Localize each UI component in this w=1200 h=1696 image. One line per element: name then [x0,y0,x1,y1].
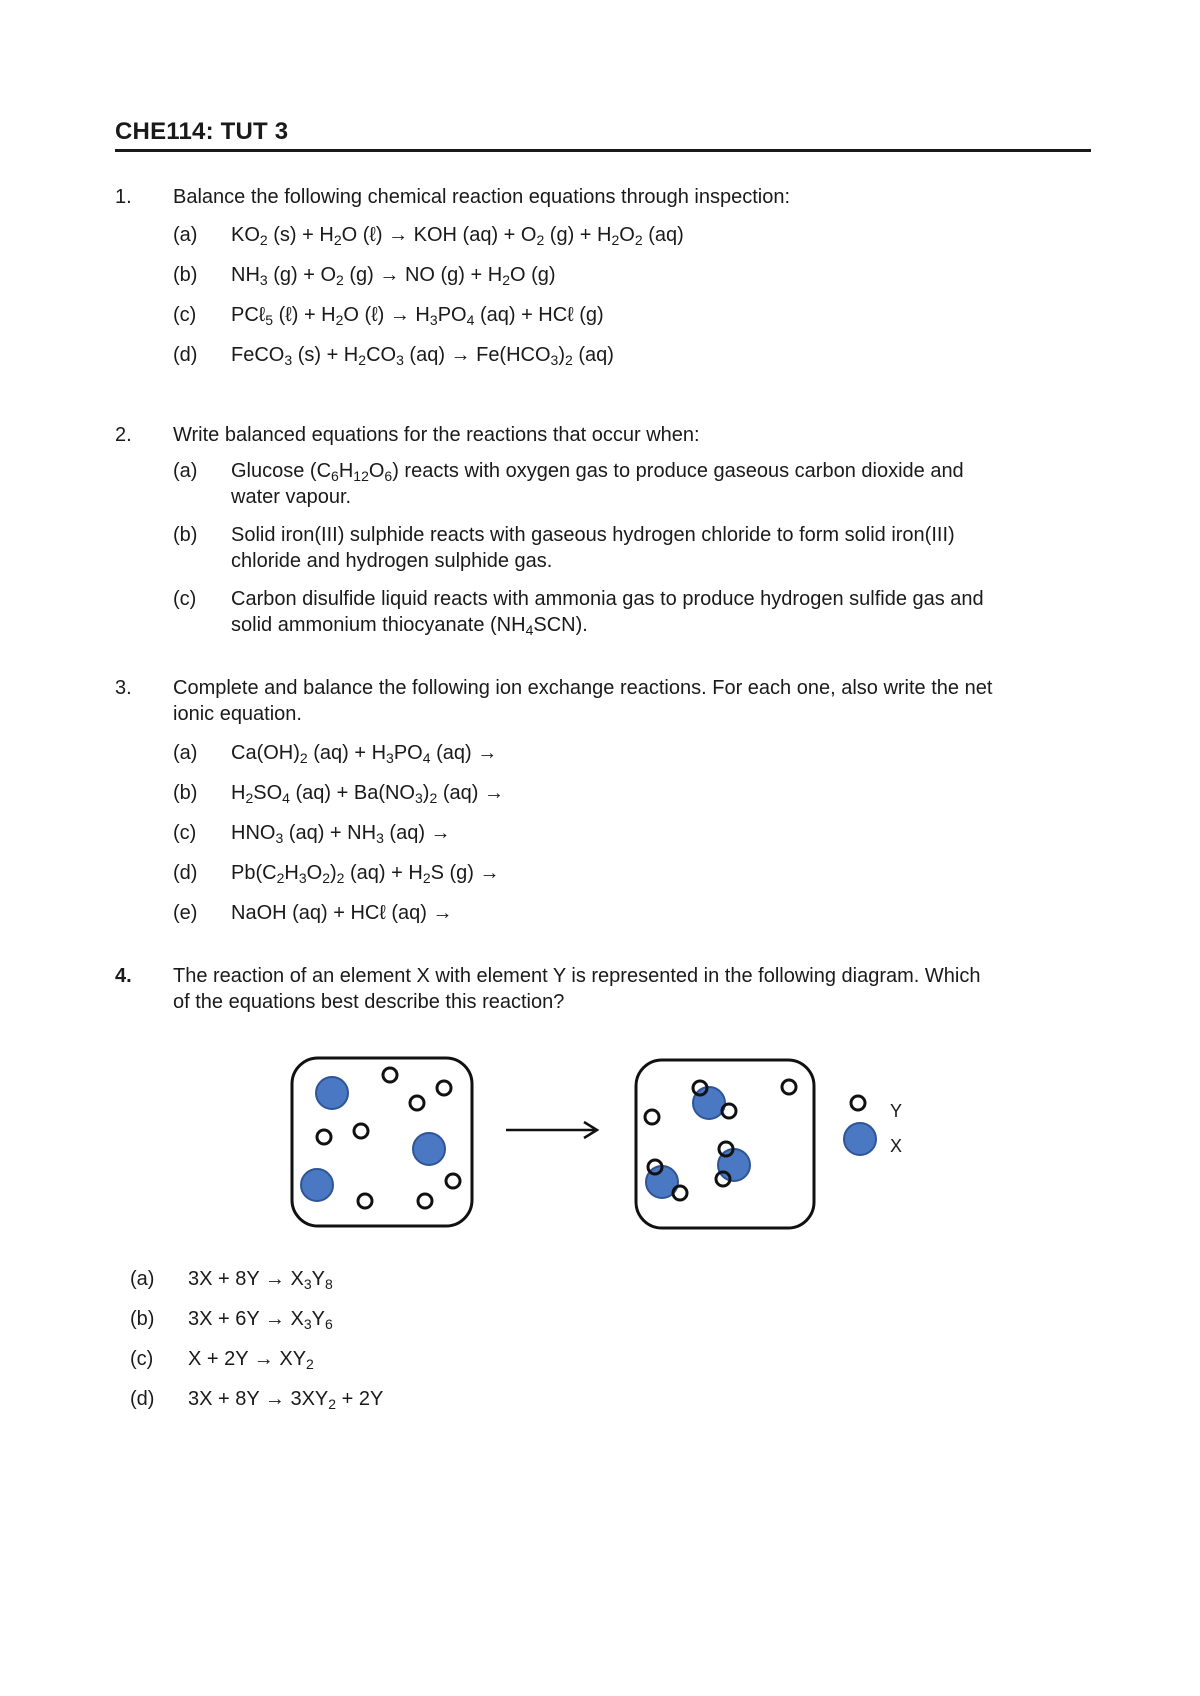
option-label: (c) [130,1348,154,1370]
formula-text: PO [437,304,467,326]
chemical-equation [231,302,1111,328]
option-label: (b) [130,1308,155,1330]
option-label: (a) [130,1268,155,1290]
subscript: 3 [303,1276,312,1292]
formula-text: Carbon disulfide liquid reacts with ammonia gas to produce hydrogen sulfide gas and [231,588,984,610]
formula-text: (s) + H [267,224,334,246]
formula-text: O (ℓ) → H [343,304,430,326]
formula-text: (aq) [572,344,614,366]
question-number: 1. [115,186,132,208]
part-text [231,460,964,482]
question-text: Complete and balance the following ion exchange reactions. For each one, also write the net [173,677,993,699]
formula-text: S (g) → [430,862,500,884]
formula-text: (aq) → [437,782,504,804]
formula-text: NH [231,264,260,286]
product-x-atoms [646,1087,750,1198]
formula-text: Y [311,1308,325,1330]
y-atom [673,1186,687,1200]
question-text: The reaction of an element X with element Y is represented in the following diagram. Which [173,965,981,987]
subscript: 3 [303,1316,312,1332]
y-atom [716,1172,730,1186]
subscript: 6 [324,1316,333,1332]
formula-text: SO [253,782,283,804]
formula-text: O [368,460,385,482]
formula-text: (s) + H [292,344,359,366]
question-number: 3. [115,677,132,699]
y-atom [722,1104,736,1118]
formula-text: (aq) [642,224,684,246]
option-label: (d) [130,1388,155,1410]
part-text-line2: chloride and hydrogen sulphide gas. [231,550,553,572]
formula-text: H [284,862,299,884]
formula-text: CO [366,344,397,366]
subscript: 2 [634,232,643,248]
option-equation [188,1386,1068,1412]
part-label: (c) [173,304,197,326]
chemical-equation [231,860,1111,886]
part-label: (e) [173,902,198,924]
subscript: 3 [259,272,268,288]
subscript: 5 [265,312,274,328]
subscript: 2 [422,870,431,886]
subscript: 3 [415,790,423,806]
formula-text: 3X + 8Y → 3XY [188,1388,329,1410]
subscript: 2 [358,352,367,368]
legend-x-label: X [890,1136,903,1156]
part-text-line2: water vapour. [231,486,352,508]
y-atom [418,1194,432,1208]
formula-text: 3X + 6Y → X [188,1308,304,1330]
subscript: 4 [422,750,431,766]
formula-text: PCℓ [231,304,266,326]
subscript: 6 [331,468,339,484]
x-atom [646,1166,678,1198]
subscript: 2 [565,352,573,368]
legend-y-atom [851,1096,865,1110]
x-atom [693,1087,725,1119]
formula-text: (g) + H [544,224,612,246]
question-text-line2: of the equations best describe this reaction? [173,991,565,1013]
part-label: (b) [173,524,198,546]
option-equation [188,1306,1068,1332]
subscript: 2 [536,232,545,248]
subscript: 2 [333,232,342,248]
formula-text: (g) + O [267,264,337,286]
x-atom [301,1169,333,1201]
legend-x-atom [844,1123,876,1155]
question-number: 2. [115,424,132,446]
y-atom [645,1110,659,1124]
formula-text: O (ℓ) → KOH (aq) + O [341,224,537,246]
option-equation [188,1266,1068,1292]
y-atom [693,1081,707,1095]
formula-text: (aq) → Fe(HCO [403,344,551,366]
y-atom [358,1194,372,1208]
formula-text: NaOH (aq) + HCℓ (aq) → [231,902,453,924]
reactants-box [292,1058,472,1226]
product-y-atoms [645,1080,796,1200]
y-atom [437,1081,451,1095]
y-atom [719,1142,733,1156]
part-label: (b) [173,782,198,804]
subscript: 3 [298,870,307,886]
question-text-line2: ionic equation. [173,703,302,725]
formula-text: (aq) → [383,822,451,844]
subscript: 2 [322,870,330,886]
reactant-x-atoms [301,1077,445,1201]
subscript: 12 [353,468,369,484]
part-label: (a) [173,460,198,482]
question-text: Balance the following chemical reaction equations through inspection: [173,186,791,208]
legend [844,1096,876,1155]
y-atom [354,1124,368,1138]
subscript: 2 [336,870,345,886]
formula-text: Glucose (C [231,460,332,482]
chemical-equation [231,222,1111,248]
subscript: 8 [324,1276,333,1292]
page-title: CHE114: TUT 3 [115,118,1091,152]
formula-text: (ℓ) + H [273,304,336,326]
subscript: 4 [525,622,534,638]
formula-text: 3X + 8Y → X [188,1268,304,1290]
formula-text: FeCO [231,344,285,366]
formula-text: SCN). [533,614,588,636]
formula-text: O [306,862,323,884]
part-text [231,524,955,546]
formula-text: ) [558,344,566,366]
question-text: Write balanced equations for the reactions that occur when: [173,424,700,446]
formula-text: KO [231,224,260,246]
formula-text: (g) → NO (g) + H [343,264,503,286]
part-label: (c) [173,822,197,844]
y-atom [410,1096,424,1110]
formula-text: ) reacts with oxygen gas to produce gaseous carbon dioxide and [392,460,964,482]
x-atom [413,1133,445,1165]
chemical-equation [231,342,1111,368]
chemical-equation [231,740,1111,766]
y-atom [782,1080,796,1094]
part-label: (a) [173,224,198,246]
subscript: 2 [299,750,308,766]
formula-text: solid ammonium thiocyanate (NH [231,614,526,636]
subscript: 4 [466,312,475,328]
formula-text: H [338,460,354,482]
products-box [636,1060,814,1228]
subscript: 2 [276,870,285,886]
formula-text: O [619,224,635,246]
part-label: (b) [173,264,198,286]
y-atom [317,1130,331,1144]
question-number: 4. [115,965,132,987]
chemical-equation [231,262,1111,288]
legend-y-label: Y [890,1101,903,1121]
formula-text: PO [393,742,423,764]
formula-text: H [231,782,246,804]
formula-text: X + 2Y → XY [188,1348,307,1370]
subscript: 2 [259,232,268,248]
subscript: 2 [245,790,254,806]
formula-text: (aq) + H [307,742,387,764]
subscript: 2 [335,312,344,328]
part-text-line2 [231,614,588,636]
formula-text: (aq) → [430,742,498,764]
formula-text: Pb(C [231,862,277,884]
formula-text: (aq) + NH [283,822,377,844]
part-label: (d) [173,862,198,884]
subscript: 3 [275,830,284,846]
reaction-arrow [506,1122,597,1138]
formula-text: Y [311,1268,325,1290]
formula-text: ) [422,782,430,804]
formula-text: (aq) + HCℓ (g) [474,304,604,326]
chemical-equation [231,780,1111,806]
x-atom [718,1149,750,1181]
chemical-equation [231,900,1111,926]
part-text [231,588,984,610]
subscript: 3 [284,352,293,368]
formula-text: Ca(OH) [231,742,300,764]
option-equation [188,1346,1068,1372]
subscript: 2 [429,790,438,806]
formula-text: + 2Y [336,1388,384,1410]
subscript: 2 [611,232,620,248]
subscript: 2 [306,1356,314,1372]
formula-text: (aq) + Ba(NO [289,782,415,804]
part-label: (d) [173,344,198,366]
y-atom [446,1174,460,1188]
subscript: 2 [328,1396,337,1412]
subscript: 3 [386,750,394,766]
formula-text: HNO [231,822,276,844]
subscript: 3 [550,352,559,368]
part-label: (a) [173,742,198,764]
subscript: 6 [384,468,393,484]
formula-text: (aq) + H [344,862,423,884]
subscript: 3 [376,830,384,846]
subscript: 3 [429,312,438,328]
subscript: 2 [336,272,344,288]
subscript: 2 [502,272,510,288]
y-atom [383,1068,397,1082]
subscript: 3 [396,352,404,368]
x-atom [316,1077,348,1109]
part-label: (c) [173,588,197,610]
subscript: 4 [282,790,290,806]
chemical-equation [231,820,1111,846]
reactant-y-atoms [317,1068,460,1208]
y-atom [648,1160,662,1174]
formula-text: O (g) [510,264,556,286]
formula-text: Solid iron(III) sulphide reacts with gaseous hydrogen chloride to form solid iron(III) [231,524,955,546]
formula-text: ) [329,862,337,884]
